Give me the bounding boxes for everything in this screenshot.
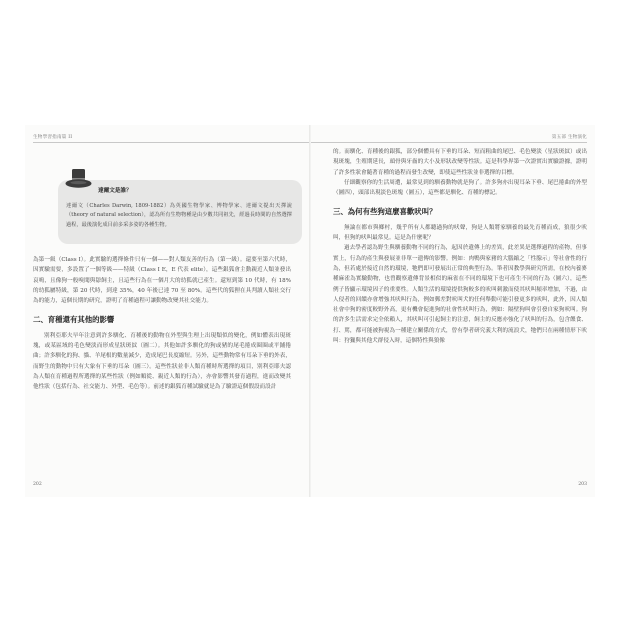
paragraph: 為第一級（Class Ⅰ）。此實驗的選擇條件只有一個——對人類友善的行為（第一級）。還要至第六代時，因實驗需要，多設置了一個等級——特級（Class Ⅰ E，E 代表 elite），這些銀狐會主動親近人類並發出哀鳴，且像狗一般嗅聞與舔飼主，且這些行為在一個月大的幼狐就已產生。還短到第 10 代時，有 18% 的幼狐屬特級，第 20 代時，到達 35%，40 年後已達 70 至 80%。這些代的狐狸在具判讀人類社交行為的能力，這個長期的研究，證明了育種過程可讓動物改變其社交能力。 <box>33 257 291 305</box>
top-hat-icon <box>64 168 92 190</box>
header-rule <box>33 142 309 143</box>
sidebar-box <box>58 180 302 244</box>
paragraph: 仔細觀察你的生活周遭，最常見到的馴養動物就是狗了。許多狗亦出現耳朵下垂、尾巴捲曲的外型（圖四），頭部出現淡色斑塊（圖五），這些都是馴化、育種的標記。 <box>333 179 587 197</box>
section-heading-text: 二、育種還有其他的影響 <box>33 315 115 325</box>
paragraph: 的。而馴化、育種後的銀狐，部分個體具有下垂的耳朵、短而粗曲的尾巴、毛色變淡（星狀斑紋）或出現斑塊，生殖期延長，頭骨與牙齒的大小及形狀改變等性狀。這是科學界第一次證實出實驗證據，證明了許多性狀會隨著育種的過程而發生改變，即使這些性狀並非選擇的目標。 <box>333 149 587 176</box>
section-heading <box>333 207 587 217</box>
sidebar-text: 達爾文（Charles Darwin, 1809-1882）為英國生物學家、博物學家、達爾文提出天擇說（theory of natural selection），認為所有生物物種是由少數共同祖先，經過長時間的自然選擇過程，最後演化成目前多采多姿的各種生物。 <box>66 203 292 228</box>
page-number: 202 <box>33 482 42 487</box>
paragraph: 無論在都市與鄉村，幾乎所有人都聽過狗的吠聲，狗是人類將家馴養的最先育種而成，狼很少吠叫，但狗的吠叫最常見。這是為什麼呢？ <box>333 224 587 242</box>
running-head: 生物學習指南篇 II <box>33 135 73 140</box>
page-number: 203 <box>578 482 587 487</box>
section-heading-text: 三、為何有些狗這麼喜歡吠叫？ <box>333 207 437 217</box>
paragraph: 過去學者認為野生與馴養動物不同的行為，起因於遺傳上的差異，此差異是選擇過程的產物，但事實上，行為的產生與發展並非單一遺傳的影響。例如：肉鴨與家豬的大腦縮之「性腺示」等社會性的行為，但若處於接近自然的環境，牠們即可發展出正常的典型行為。筆者因教學與研究所需，在校內養麥種麻雀為實驗動物，也曾觀察遺傳背景相似的麻雀在不同的環境下也可產生不同的行為（圖六），這些例子皆顯示環境因子的重要性。人類生活的環境提供狗較多的吠叫刺激而使其吠叫頻率增加，不過，由人侵者的回饋亦會增強其吠叫行為，例如郵差對吠叫犬的任何舉動可能引發更多的吠叫，此外，因人類社會中狗的密度較野外高，更有機會促進狗的社會性吠叫行為，例如：隔壁狗叫會引發自家狗吠叫。狗的許多生活需求完全依賴人，其吠叫可引起飼主的注意，飼主的反應亦強化了吠叫的行為，包含餵食、打、罵，都可能被狗視為一種建立關係的方式，曾有學者研究義大利的流浪犬，牠們只在兩種情形下吠叫：狩獵與其他犬群侵入時，這個特性與狼像 <box>333 245 587 345</box>
right-page <box>311 125 595 497</box>
left-body <box>33 255 291 393</box>
left-page <box>25 125 309 497</box>
paragraph: 別利亞耶夫早年注意到許多馴化、育種後的動物在外型與生理上出現類似的變化，例如體表出現斑塊，或某區域的毛色變淡而形成星狀斑紋（圖二）。其他如許多馴化的狗或豬的尾毛捲成圈圈或平鋪捲曲；許多馴化的狗、貓、羊尾根的數量減少，造成尾巴長度縮短。另外，這些動物常有耳朵下垂的外表，而野生的動物中只有大象有下垂的耳朵（圖三）。這些性狀並非人類育種時所選擇的項目，別利亞耶夫認為人類在育種過程所選擇的某些性狀（例如順從、親近人類的行為），亦會影響其發育過程，進而改變其他性狀（包括行為、社交能力、外型、毛色等）。前述的銀狐育種試驗就是為了驗證這個假設而設計 <box>33 332 291 391</box>
running-head: 第五部 生物演化 <box>551 135 587 140</box>
right-body <box>333 147 587 346</box>
section-heading <box>33 315 291 325</box>
header-rule <box>311 142 587 143</box>
sidebar-title: 達爾文是誰？ <box>98 188 132 194</box>
